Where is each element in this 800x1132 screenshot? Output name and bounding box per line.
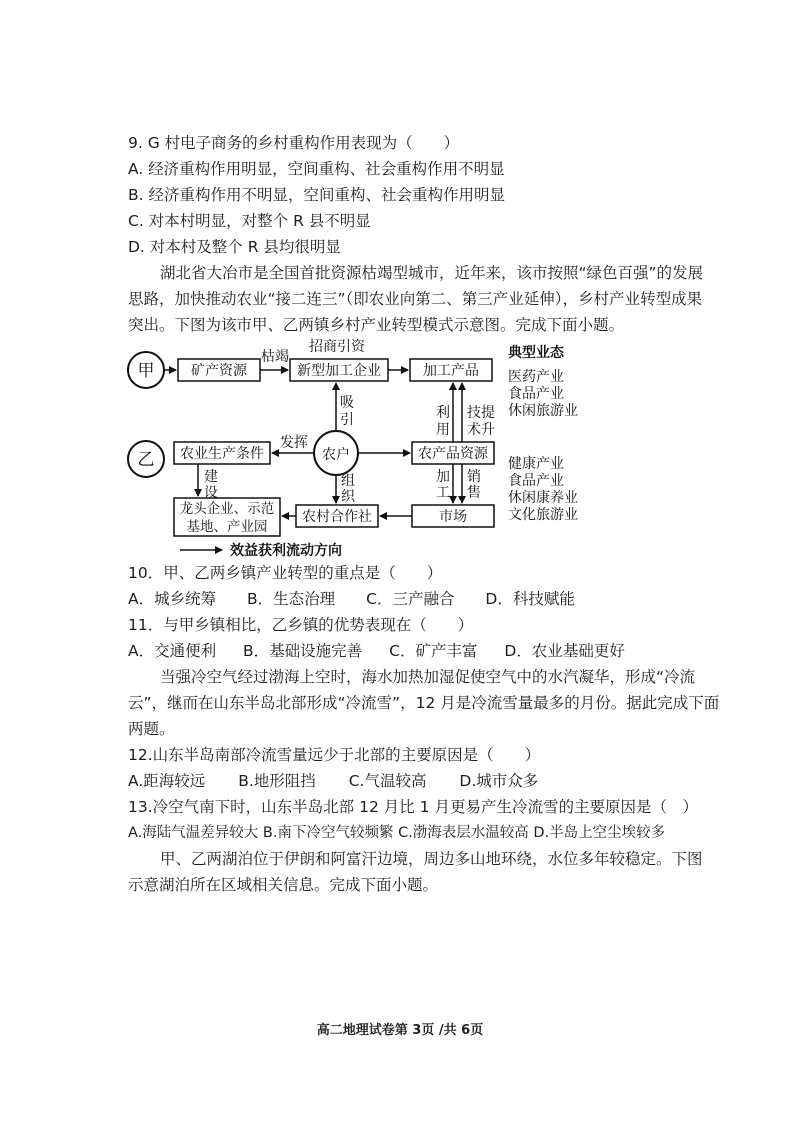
xiyin-2: 引 [340, 412, 354, 428]
leading-line-1: 龙头企业、示范 [179, 501, 275, 517]
q13-option-d: D.半岛上空尘埃较多 [533, 825, 666, 841]
typical-title: 典型业态 [508, 345, 564, 361]
leading-line-2: 基地、产业园 [186, 519, 268, 535]
passage1-line-2: 思路，加快推动农业“接二连三”（即农业向第二、第三产业延伸），乡村产业转型成果 [128, 290, 703, 308]
jiagong-2: 工 [436, 485, 450, 501]
jishu-2: 术升 [467, 422, 495, 438]
q13-option-b: B.南下冷空气较频繁 [262, 825, 394, 841]
page-footer: 高二地理试卷第 3页 /共 6页 [316, 1023, 484, 1038]
typical-yi-4: 文化旅游业 [508, 507, 578, 523]
q9-option-c: C. 对本村明显，对整个 R 县不明显 [128, 212, 371, 230]
processed-product-label: 加工产品 [423, 363, 479, 379]
q10-options [128, 589, 575, 609]
kujie-label: 枯竭 [261, 349, 289, 365]
typical-jia-3: 休闲旅游业 [508, 403, 578, 419]
coop-label: 农村合作社 [302, 509, 372, 525]
q9-option-a: A. 经济重构作用明显，空间重构、社会重构作用不明显 [128, 160, 505, 178]
new-processing-label: 新型加工企业 [297, 363, 381, 379]
q13-options [128, 823, 665, 843]
q11-option-c: C．矿产丰富 [389, 642, 478, 660]
jia-label: 甲 [137, 361, 155, 381]
industry-transformation-diagram [118, 335, 618, 565]
q9-option-d: D. 对本村及整个 R 县均很明显 [128, 238, 341, 256]
passage2-line-3: 两题。 [128, 720, 175, 738]
xiyin-1: 吸 [340, 395, 354, 411]
liyong-1: 利 [436, 405, 450, 421]
q9-option-b: B. 经济重构作用不明显，空间重构、社会重构作用明显 [128, 186, 505, 204]
q12-option-c: C.气温较高 [348, 772, 427, 790]
q11-option-a: A．交通便利 [128, 642, 217, 660]
q10-option-c: C．三产融合 [366, 590, 455, 608]
mineral-label: 矿产资源 [191, 363, 247, 379]
farm-conditions-label: 农业生产条件 [180, 446, 264, 462]
passage1-line-1: 湖北省大冶市是全国首批资源枯竭型城市，近年来，该市按照“绿色百强”的发展 [160, 264, 704, 282]
jiagong-1: 加 [436, 469, 450, 485]
typical-yi-3: 休闲康养业 [508, 490, 578, 506]
q11-options [128, 641, 625, 661]
legend-label: 效益获利流动方向 [230, 543, 342, 559]
zuzhi-2: 织 [341, 489, 355, 505]
q10-option-a: A．城乡统筹 [128, 590, 217, 608]
typical-jia-1: 医药产业 [508, 369, 564, 385]
market-label: 市场 [439, 509, 467, 525]
q12-option-d: D.城市众多 [459, 772, 539, 790]
typical-jia-2: 食品产业 [508, 386, 564, 402]
farmer-label: 农户 [322, 447, 350, 463]
zuzhi-1: 组 [341, 473, 355, 489]
passage2-line-1: 当强冷空气经过渤海上空时，海水加热加湿促使空气中的水汽凝华，形成“冷流 [160, 668, 696, 686]
q11-stem: 11．与甲乡镇相比，乙乡镇的优势表现在（ ） [128, 616, 474, 634]
typical-yi-1: 健康产业 [508, 456, 564, 472]
jianshe-1: 建 [204, 469, 218, 485]
q13-stem: 13.冷空气南下时，山东半岛北部 12 月比 1 月更易产生冷流雪的主要原因是（ ） [128, 798, 698, 816]
q11-option-b: B．基础设施完善 [243, 642, 363, 660]
typical-yi-2: 食品产业 [508, 473, 564, 489]
q10-option-b: B．生态治理 [247, 590, 336, 608]
xiaoshou-2: 售 [467, 485, 481, 501]
q13-option-c: C.渤海表层水温较高 [398, 825, 529, 841]
q12-option-a: A.距海较远 [128, 772, 206, 790]
zhaoshang-label: 招商引资 [309, 339, 365, 355]
q12-options [128, 771, 538, 791]
farm-resources-label: 农产品资源 [418, 446, 488, 462]
fahui-label: 发挥 [280, 435, 308, 451]
q13-option-a: A.海陆气温差异较大 [128, 825, 259, 841]
passage3-line-1: 甲、乙两湖泊位于伊朗和阿富汗边境，周边多山地环绕，水位多年较稳定。下图 [160, 850, 703, 868]
q9-stem: 9. G 村电子商务的乡村重构作用表现为（ ） [128, 134, 460, 152]
passage1-line-3: 突出。下图为该市甲、乙两镇乡村产业转型模式示意图。完成下面小题。 [128, 316, 625, 334]
jianshe-2: 设 [204, 485, 218, 501]
q11-option-d: D．农业基础更好 [504, 642, 625, 660]
q12-option-b: B.地形阻挡 [238, 772, 316, 790]
passage3-line-2: 示意湖泊所在区域相关信息。完成下面小题。 [128, 876, 439, 894]
jishu-1: 技提 [467, 405, 495, 421]
xiaoshou-1: 销 [467, 469, 481, 485]
passage2-line-2: 云”，继而在山东半岛北部形成“冷流雪”，12 月是冷流雪量最多的月份。据此完成下面 [128, 694, 720, 712]
q10-option-d: D．科技赋能 [485, 590, 575, 608]
liyong-2: 用 [436, 422, 450, 438]
q10-stem: 10．甲、乙两乡镇产业转型的重点是（ ） [128, 564, 443, 582]
yi-label: 乙 [137, 450, 155, 470]
q12-stem: 12.山东半岛南部冷流雪量远少于北部的主要原因是（ ） [128, 746, 541, 764]
